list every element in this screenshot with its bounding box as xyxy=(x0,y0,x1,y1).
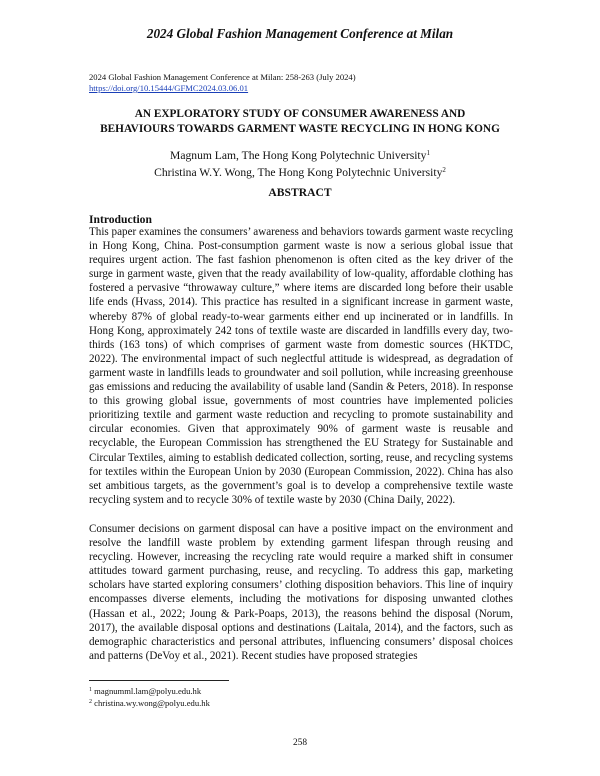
footnote-2 xyxy=(89,697,210,709)
author-2-footnote-marker: 2 xyxy=(442,166,446,174)
title-line-2: BEHAVIOURS TOWARDS GARMENT WASTE RECYCLING IN HONG KONG xyxy=(100,122,500,135)
section-heading-introduction: Introduction xyxy=(89,213,152,226)
paper-title xyxy=(60,107,540,136)
author-list xyxy=(60,146,540,180)
footnote-2-email: christina.wy.wong@polyu.edu.hk xyxy=(94,698,210,708)
doi-link[interactable]: https://doi.org/10.15444/GFMC2024.03.06.01 xyxy=(89,83,249,93)
title-line-1: AN EXPLORATORY STUDY OF CONSUMER AWARENESS AND xyxy=(134,108,466,120)
footnote-divider xyxy=(89,680,229,681)
author-2 xyxy=(60,163,540,180)
conference-header: 2024 Global Fashion Management Conference at Milan xyxy=(146,26,454,41)
author-1 xyxy=(60,146,540,163)
author-1-text: Magnum Lam, The Hong Kong Polytechnic University xyxy=(170,149,427,162)
author-2-text: Christina W.Y. Wong, The Hong Kong Polytechnic University xyxy=(154,166,443,179)
citation-line: 2024 Global Fashion Management Conference at Milan: 258-263 (July 2024) xyxy=(89,72,356,82)
footnote-1 xyxy=(89,685,210,697)
footnotes xyxy=(89,685,210,709)
footnote-2-marker: 2 xyxy=(89,699,92,705)
citation-block xyxy=(89,72,356,94)
body-paragraph-1: This paper examines the consumers’ awareness and behaviors towards garment waste recycling in Hong Kong, China. Post-consumption garment waste is now a serious global issue that requires urgent action. The fast fashion phenomenon is often cited as the key driver of the surge in garment waste, given that the ready availability of low-quality, affordable clothing has fostered a pervasive “throwaway culture,” where items are discarded long before their usable life ends (Hvass, 2014). This practice has resulted in a significant increase in garment waste, whereby 87% of global ready-to-wear garments either end up incinerated or in landfills. In Hong Kong, approximately 242 tons of textile waste are discarded in landfills every day, two-thirds (163 tons) of which comprises of garment waste from domestic sources (HKTDC, 2022). The environmental impact of such neglectful attitude is widespread, as degradation of garment waste in landfills leads to groundwater and soil pollution, while increasing greenhouse gas emissions and reducing the availability of usable land (Sandin & Peters, 2018). In response to this growing global issue, governments of most countries have implemented policies prioritizing textile and garment waste reduction and recycling to promote sustainability and circular economies. Given that approximately 90% of garment waste is reusable and recyclable, the European Commission has strengthened the EU Strategy for Sustainable and Circular Textiles, aiming to establish dedicated collection, sorting, reuse, and recycling systems for textiles within the European Union by 2030 (European Commission, 2022). China has also set ambitious targets, as the government’s goal is to develop a comprehensive textile waste recycling system and to recycle 30% of textile waste by 2030 (China Daily, 2022). xyxy=(89,226,513,506)
body-paragraph-2: Consumer decisions on garment disposal can have a positive impact on the environment and resolve the landfill waste problem by extending garment lifespan through reusing and recycling. However, increasing the recycling rate would require a marked shift in consumer attitudes toward garment purchasing, reuse, and recycling. To address this gap, marketing scholars have started exploring consumers’ clothing disposition behaviors. This line of inquiry encompasses diverse elements, including the motivations for disposing unwanted clothes (Hassan et al., 2022; Joung & Park-Poaps, 2013), the reasons behind the disposal (Norum, 2017), the available disposal options and destinations (Laitala, 2014), and the factors, such as demographic characteristics and personal attributes, influencing consumers’ disposal choices and patterns (DeVoy et al., 2021). Recent studies have proposed strategies xyxy=(89,523,513,662)
author-1-footnote-marker: 1 xyxy=(426,149,430,157)
footnote-1-marker: 1 xyxy=(89,687,92,693)
page-number: 258 xyxy=(292,738,308,748)
abstract-heading: ABSTRACT xyxy=(268,186,332,199)
footnote-1-email: magnumml.lam@polyu.edu.hk xyxy=(94,686,202,696)
